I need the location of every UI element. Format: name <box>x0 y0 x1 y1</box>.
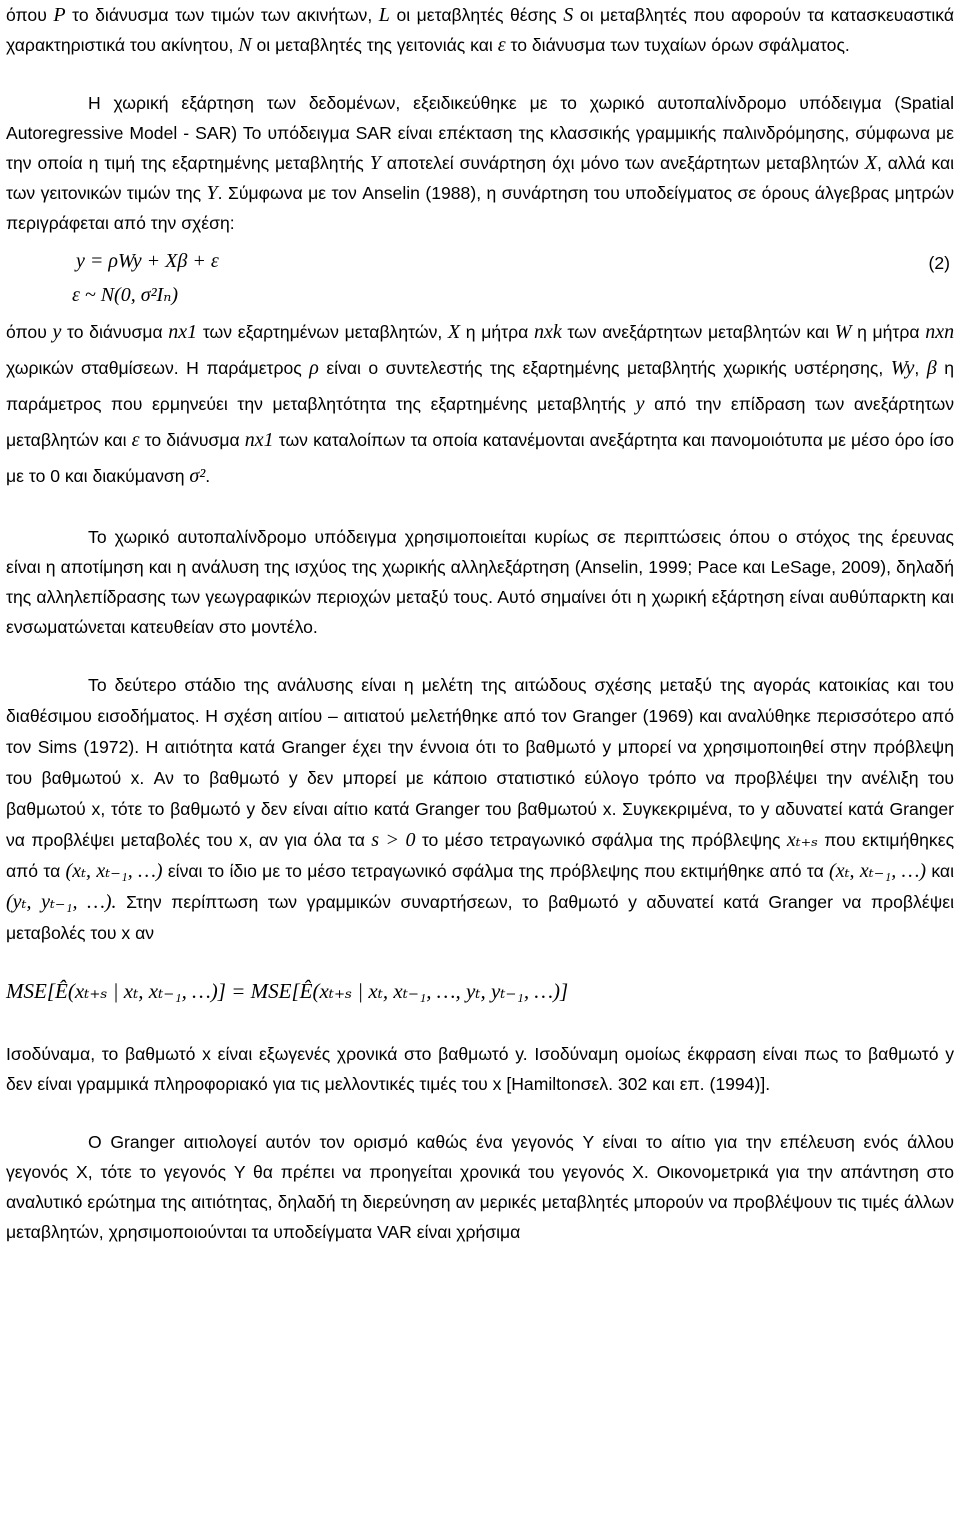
text: . <box>205 466 211 486</box>
math: β <box>926 357 937 379</box>
math: (xₜ, xₜ₋₁, …) <box>829 860 927 882</box>
math: W <box>834 321 852 343</box>
math: nxn <box>925 321 955 343</box>
paragraph-variable-definitions <box>6 0 954 60</box>
document-page <box>6 0 954 1247</box>
math: Wy <box>890 357 915 379</box>
text: , αλλά και των γειτονικών τιμών της <box>6 153 955 203</box>
math-Y: Y <box>206 182 218 204</box>
math-P: P <box>53 4 66 26</box>
text: η μήτρα <box>465 322 529 342</box>
math: (xₜ, xₜ₋₁, …) <box>65 860 163 882</box>
math-Y: Y <box>369 152 381 174</box>
text: το διάνυσμα <box>67 322 163 342</box>
math-S: S <box>563 4 574 26</box>
equation-error-distribution: ε ~ N(0, σ²Iₙ) <box>72 284 178 306</box>
text: όπου <box>6 5 47 25</box>
text: Στην περίπτωση των γραμμικών συναρτήσεων, το βαθμωτό y αδυνατεί κατά Granger να προβλέψει μεταβολές του x αν <box>6 892 954 943</box>
math: s > 0 <box>371 829 416 851</box>
text: όπου <box>6 322 47 342</box>
paragraph-granger-causality <box>6 670 954 949</box>
text: που εκτιμήθηκες από τα <box>6 830 955 881</box>
text: , <box>914 358 920 378</box>
text: των καταλοίπων τα οποία κατανέμονται ανεξάρτητα και πανομοιότυπα με μέσο όρο ίσο με το 0 και διακύμανση <box>6 430 954 486</box>
math: xₜ₊ₛ <box>786 829 818 851</box>
text: οι μεταβλητές θέσης <box>396 5 557 25</box>
text: Το δεύτερο στάδιο της ανάλυσης είναι η μελέτη της αιτώδους σχέσης μεταξύ της αγοράς κατοικίας και του διαθέσιμου εισοδήματος. Η σχέση αιτίου – αιτιατού μελετήθηκε από τον Granger (1969) και αναλύθηκε περισσότερο από τον Sims (1972). Η αιτιότητα κατά Granger έχει την έννοια ότι το βαθμωτό y μπορεί να χρησιμοποιηθεί στην πρόβλεψη του βαθμωτού x. Αν το βαθμωτό y δεν μπορεί με κάποιο στατιστικό εύλογο τρόπο να προβλέψει την ανέλιξη του βαθμωτού x, τότε το βαθμωτό y δεν είναι αίτιο κατά Granger του βαθμωτού x. Συγκεκριμένα, το y αδυνατεί κατά Granger να προβλέψει μεταβολές του x, αν για όλα τα <box>6 675 954 850</box>
math: nx1 <box>244 429 274 451</box>
math: ρ <box>309 357 319 379</box>
paragraph-granger-definition: Ο Granger αιτιολογεί αυτόν τον ορισμό καθώς ένα γεγονός Y είναι το αίτιο για την επέλευση ενός άλλου γεγονός X, τότε το γεγονός Y θα πρέπει να προηγείται χρονικά του γεγονός X. Οικονομετρικά για την απάντηση στο αναλυτικό ερώτημα της αιτιότητας, δηλαδή τη διερεύνηση αν μερικές μεταβλητές μπορούν να προβλέψουν τις τιμές άλλων μεταβλητών, χρησιμοποιούνται τα υποδείγματα VAR είναι χρήσιμα <box>6 1132 954 1242</box>
text: Η χωρική εξάρτηση των δεδομένων, εξειδικεύθηκε με το χωρικό αυτοπαλίνδρομο υπόδειγμα (Spatial Autoregressive Model - SAR) Το υπόδειγμα SAR είναι επέκταση της κλασσικής γραμμικής παλινδρόμησης, σύμφωνα με την οποία η τιμή της εξαρτημένης μεταβλητής <box>6 93 954 173</box>
text: . Σύμφωνα με τον Anselin (1988), η συνάρτηση του υποδείγματος σε όρους άλγεβρας μητρών περιγράφεται από την σχέση: <box>6 183 954 233</box>
equation-mse: MSE[Ê(xₜ₊ₛ | xₜ, xₜ₋₁, …)] = MSE[Ê(xₜ₊ₛ | xₜ, xₜ₋₁, …, yₜ, yₜ₋₁, …)] <box>6 979 569 1003</box>
equation-2-line-1 <box>6 246 954 280</box>
text: και <box>931 861 954 881</box>
text: η μήτρα <box>857 322 920 342</box>
text: η παράμετρος που ερμηνεύει την μεταβλητότητα της εξαρτημένης μεταβλητής <box>6 358 955 414</box>
paragraph-sar-usage: Το χωρικό αυτοπαλίνδρομο υπόδειγμα χρησιμοποιείται κυρίως σε περιπτώσεις όπου ο στόχος της έρευνας είναι η αποτίμηση και η ανάλυση της ισχύος της χωρικής αλληλεξάρτηση (Anselin, 1999; Pace και LeSage, 2009), δηλαδή της αλληλεπίδρασης των γεωγραφικών περιοχών μεταξύ τους. Αυτό σημαίνει ότι η χωρική εξάρτηση είναι αυθύπαρκτη και ενσωματώνεται κατευθείαν στο μοντέλο. <box>6 527 954 637</box>
math: X <box>447 321 461 343</box>
math: nxk <box>533 321 562 343</box>
text: οι μεταβλητές της γειτονιάς και <box>256 35 493 55</box>
math-N: N <box>238 34 252 56</box>
math: y <box>52 321 62 343</box>
text: το διάνυσμα <box>144 430 240 450</box>
paragraph-exogeneity: Ισοδύναμα, το βαθμωτό x είναι εξωγενές χρονικά στο βαθμωτό y. Ισοδύναμη ομοίως έκφραση είναι πως το βαθμωτό y δεν είναι γραμμικά πληροφοριακό για τις μελλοντικές τιμές του x [Hamiltonσελ. 302 και επ. (1994)]. <box>6 1044 954 1094</box>
text: των ανεξάρτητων μεταβλητών και <box>567 322 830 342</box>
math-L: L <box>378 4 390 26</box>
equation-2-line-2 <box>6 280 954 314</box>
text: από την επίδραση των ανεξάρτητων μεταβλητών και <box>6 394 955 450</box>
math-epsilon: ε <box>497 34 506 56</box>
paragraph-sar-model <box>6 88 954 238</box>
text: είναι ο συντελεστής της εξαρτημένης μεταβλητής χωρικής υστέρησης, <box>326 358 884 378</box>
math: (yₜ, yₜ₋₁, …). <box>6 891 117 913</box>
math: ε <box>131 429 140 451</box>
math: nx1 <box>168 321 198 343</box>
text: αποτελεί συνάρτηση όχι μόνο των ανεξάρτητων μεταβλητών <box>386 153 859 173</box>
text: είναι το ίδιο με το μέσο τετραγωνικό σφάλμα της πρόβλεψης που εκτιμήθηκε από τα <box>167 861 824 881</box>
text: των εξαρτημένων μεταβλητών, <box>202 322 443 342</box>
equation-number: (2) <box>928 253 950 273</box>
text: οι μεταβλητές που αφορούν τα κατασκευαστικά χαρακτηριστικά του ακίνητου, <box>6 5 955 55</box>
text: το μέσο τετραγωνικό σφάλμα της πρόβλεψης <box>421 830 781 850</box>
text: το διάνυσμα των τυχαίων όρων σφάλματος. <box>510 35 850 55</box>
math: y <box>635 393 645 415</box>
math: σ² <box>189 465 206 487</box>
text: χωρικών σταθμίσεων. Η παράμετρος <box>6 358 302 378</box>
math-X: X <box>864 152 877 174</box>
text: το διάνυσμα των τιμών των ακινήτων, <box>72 5 373 25</box>
paragraph-sar-definitions <box>6 314 954 494</box>
equation-sar: y = ρWy + Xβ + ε <box>76 250 219 272</box>
